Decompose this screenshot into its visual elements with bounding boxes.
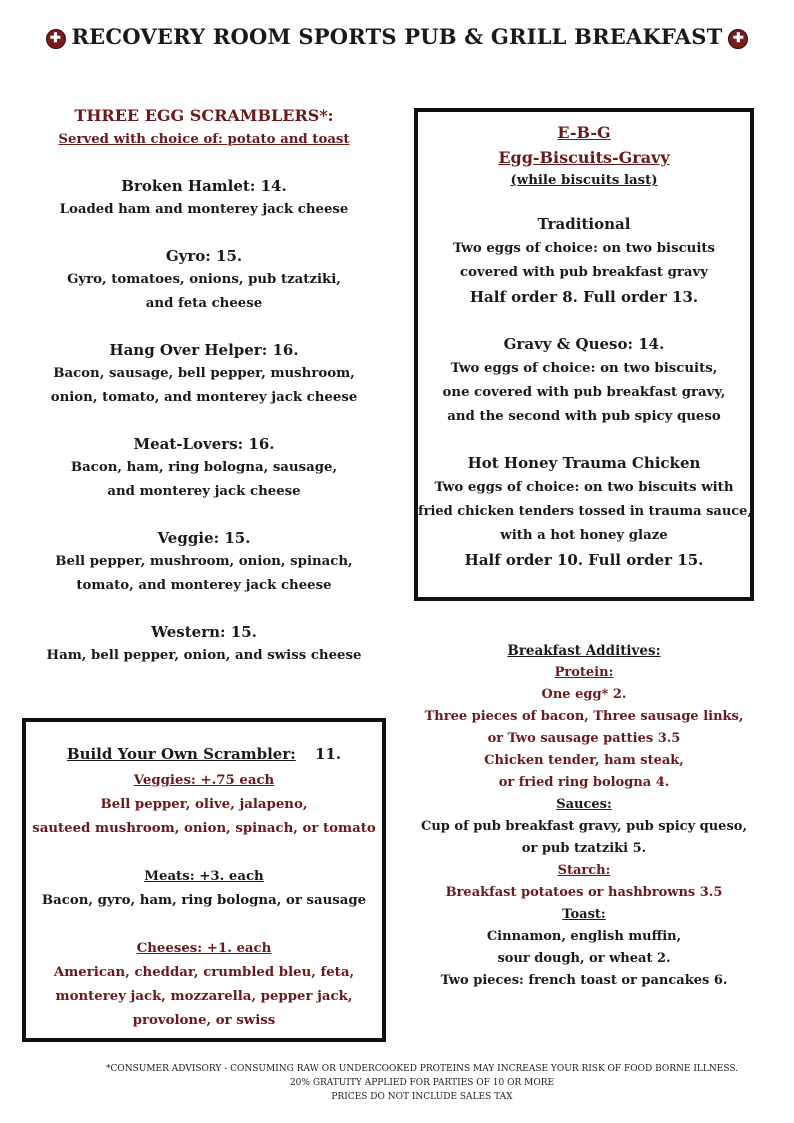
byo-heading: Build Your Own Scrambler: <box>66 745 296 763</box>
veggies-label: Veggies: +.75 each <box>133 773 275 788</box>
medical-cross-icon: ✚ <box>46 29 66 49</box>
sauces-line: or pub tzatziki 5. <box>521 841 647 856</box>
item-desc: and the second with pub spicy queso <box>447 409 721 424</box>
protein-line: One egg* 2. <box>541 687 627 702</box>
cheeses-line: monterey jack, mozzarella, pepper jack, <box>55 989 353 1004</box>
item-desc: Bacon, sausage, bell pepper, mushroom, <box>53 366 355 381</box>
toast-label: Toast: <box>562 907 606 922</box>
item-name: Hot Honey Trauma Chicken <box>467 454 701 472</box>
tax-note: PRICES DO NOT INCLUDE SALES TAX <box>331 1092 513 1102</box>
starch-label: Starch: <box>557 863 611 878</box>
toast-line: Cinnamon, english muffin, <box>486 929 682 944</box>
item-name: Broken Hamlet: 14. <box>121 177 287 195</box>
protein-line: or Two sausage patties 3.5 <box>487 731 681 746</box>
item-name: Traditional <box>537 215 631 233</box>
byo-price: 11. <box>315 745 342 763</box>
meats-line: Bacon, gyro, ham, ring bologna, or sausage <box>41 893 367 908</box>
toast-line: Two pieces: french toast or pancakes 6. <box>440 973 728 988</box>
menu-item <box>22 526 386 598</box>
cheeses-line: provolone, or swiss <box>132 1013 276 1028</box>
build-your-own-box <box>22 718 386 1042</box>
protein-line: or fried ring bologna 4. <box>498 775 670 790</box>
item-desc: Two eggs of choice: on two biscuits, <box>450 361 718 376</box>
item-desc: with a hot honey glaze <box>500 528 668 543</box>
item-desc: Loaded ham and monterey jack cheese <box>59 202 349 217</box>
ebg-heading: E-B-G <box>557 123 611 142</box>
cheeses-label: Cheeses: +1. each <box>136 941 272 956</box>
menu-item <box>22 174 386 222</box>
item-desc: Bell pepper, mushroom, onion, spinach, <box>55 554 353 569</box>
footer <box>0 1062 794 1104</box>
scramblers-heading: THREE EGG SCRAMBLERS*: <box>74 106 334 125</box>
protein-line: Three pieces of bacon, Three sausage links, <box>424 709 744 724</box>
item-price: Half order 10. Full order 15. <box>464 551 704 569</box>
page-title <box>0 24 794 49</box>
protein-line: Chicken tender, ham steak, <box>484 753 684 768</box>
menu-item <box>22 432 386 504</box>
item-desc: Gyro, tomatoes, onions, pub tzatziki, <box>67 272 341 287</box>
item-desc: tomato, and monterey jack cheese <box>76 578 332 593</box>
additives-heading: Breakfast Additives: <box>507 643 661 659</box>
item-desc: Bacon, ham, ring bologna, sausage, <box>70 460 338 475</box>
item-price: Half order 8. Full order 13. <box>469 288 699 306</box>
item-name: Hang Over Helper: 16. <box>109 341 299 359</box>
menu-item <box>418 332 750 429</box>
consumer-advisory: *CONSUMER ADVISORY - CONSUMING RAW OR UNDERCOOKED PROTEINS MAY INCREASE YOUR RISK OF FOOD BORNE ILLNESS. <box>105 1064 739 1074</box>
item-desc: one covered with pub breakfast gravy, <box>442 385 726 400</box>
item-name: Western: 15. <box>151 623 257 641</box>
item-desc: and monterey jack cheese <box>107 484 301 499</box>
veggies-line: sauteed mushroom, onion, spinach, or tomato <box>32 821 376 836</box>
item-desc: and feta cheese <box>145 296 263 311</box>
item-name: Gyro: 15. <box>165 247 243 265</box>
veggies-line: Bell pepper, olive, jalapeno, <box>100 797 308 812</box>
menu-item <box>418 212 750 310</box>
gratuity-note: 20% GRATUITY APPLIED FOR PARTIES OF 10 OR MORE <box>289 1078 555 1088</box>
menu-item <box>22 338 386 410</box>
menu-item <box>22 244 386 316</box>
item-desc: Ham, bell pepper, onion, and swiss cheese <box>46 648 362 663</box>
item-desc: fried chicken tenders tossed in trauma sauce, <box>418 504 752 519</box>
item-name: Gravy & Queso: 14. <box>503 335 665 353</box>
toast-line: sour dough, or wheat 2. <box>497 951 671 966</box>
cheeses-line: American, cheddar, crumbled bleu, feta, <box>53 965 355 980</box>
menu-title: RECOVERY ROOM SPORTS PUB & GRILL BREAKFAST <box>71 24 723 49</box>
sauces-label: Sauces: <box>556 797 612 812</box>
protein-label: Protein: <box>554 665 614 680</box>
medical-cross-icon: ✚ <box>728 29 748 49</box>
ebg-subheading: Egg-Biscuits-Gravy <box>498 148 670 167</box>
ebg-note: (while biscuits last) <box>510 173 658 188</box>
item-name: Veggie: 15. <box>157 529 251 547</box>
item-desc: Two eggs of choice: on two biscuits with <box>434 480 734 495</box>
item-desc: onion, tomato, and monterey jack cheese <box>50 390 358 405</box>
additives-section <box>414 640 754 992</box>
menu-item <box>22 620 386 668</box>
scramblers-section <box>22 104 386 668</box>
item-name: Meat-Lovers: 16. <box>133 435 275 453</box>
ebg-box <box>414 108 754 601</box>
meats-label: Meats: +3. each <box>144 869 264 884</box>
byo-heading-row <box>26 742 382 767</box>
scramblers-subheading: Served with choice of: potato and toast <box>58 132 350 147</box>
item-desc: Two eggs of choice: on two biscuits <box>452 241 716 256</box>
starch-line: Breakfast potatoes or hashbrowns 3.5 <box>445 885 723 900</box>
sauces-line: Cup of pub breakfast gravy, pub spicy queso, <box>421 819 747 834</box>
item-desc: covered with pub breakfast gravy <box>460 265 708 280</box>
menu-item <box>418 451 750 573</box>
